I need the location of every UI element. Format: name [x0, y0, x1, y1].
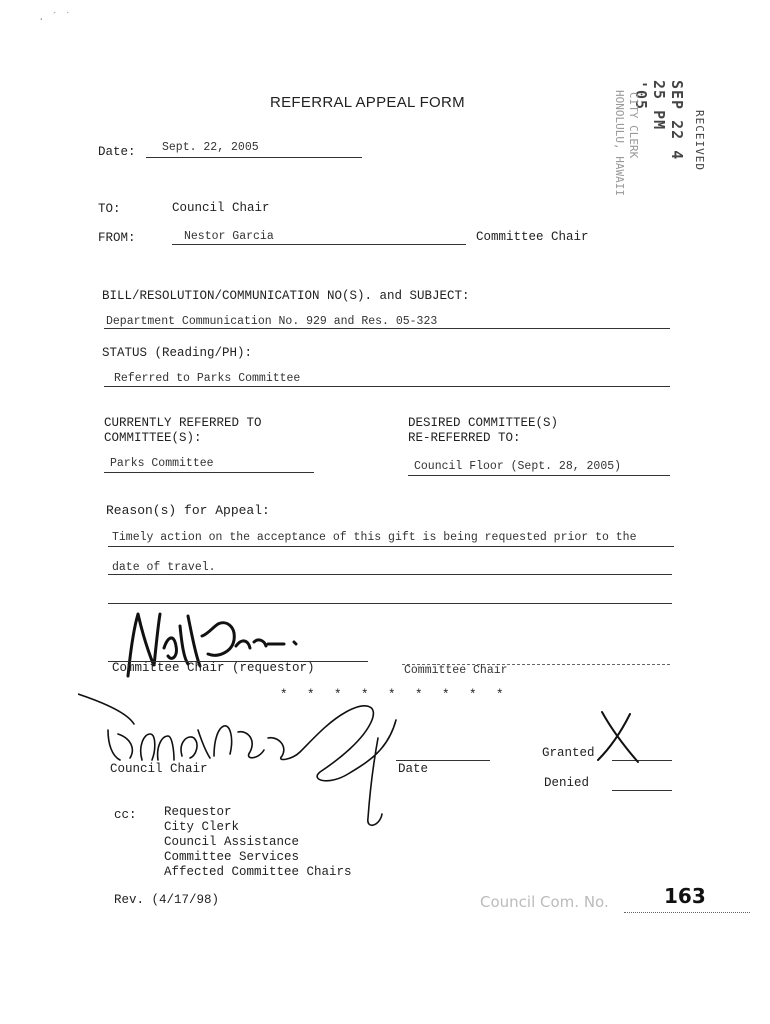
cc-item: Committee Services: [164, 850, 300, 864]
to-value: Council Chair: [172, 201, 270, 215]
currently-referred-line: [104, 472, 314, 473]
received-stamp-line4: HONOLULU, HAWAII: [613, 90, 626, 196]
status-label: STATUS (Reading/PH):: [102, 346, 253, 360]
revision-text: Rev. (4/17/98): [114, 893, 220, 907]
currently-referred-label-1: CURRENTLY REFERRED TO: [104, 416, 262, 430]
from-line: [172, 244, 466, 245]
to-label: TO:: [98, 202, 121, 216]
council-com-stamp: Council Com. No.: [480, 893, 609, 911]
date-label: Date:: [98, 145, 136, 159]
reasons-label: Reason(s) for Appeal:: [106, 503, 270, 518]
received-stamp-line2: SEP 22 4 25 PM '05: [632, 80, 686, 161]
cc-list: [164, 805, 352, 880]
desired-committee-line: [408, 475, 670, 476]
desired-committee-value: Council Floor (Sept. 28, 2005): [414, 460, 622, 473]
desired-committee-label-2: RE-REFERRED TO:: [408, 431, 521, 445]
reasons-line2: date of travel.: [112, 561, 216, 574]
status-value: Referred to Parks Committee: [114, 372, 301, 385]
date-signature-label: Date: [398, 762, 429, 776]
cc-item: Council Assistance: [164, 835, 300, 849]
from-value: Nestor Garcia: [184, 230, 274, 243]
scan-marks: . ´ ˙: [38, 12, 72, 24]
form-title: REFERRAL APPEAL FORM: [270, 94, 465, 111]
currently-referred-label-2: COMMITTEE(S):: [104, 431, 202, 445]
council-com-number: 163: [664, 884, 706, 908]
reasons-underline1: [108, 546, 674, 547]
currently-referred-value: Parks Committee: [110, 457, 214, 470]
council-chair-label: Council Chair: [110, 762, 208, 776]
cc-item: City Clerk: [164, 820, 240, 834]
requestor-label: Committee Chair (requestor): [112, 661, 315, 675]
from-suffix: Committee Chair: [476, 230, 589, 244]
reasons-underline3: [108, 603, 672, 604]
subject-label: BILL/RESOLUTION/COMMUNICATION NO(S). and SUBJECT:: [102, 289, 470, 303]
date-signature-line: [396, 760, 490, 761]
received-stamp-line1: RECEIVED: [693, 110, 706, 171]
cc-label: cc:: [114, 808, 137, 822]
granted-check-mark: [592, 708, 648, 764]
date-value: Sept. 22, 2005: [162, 141, 259, 154]
cc-item: Requestor: [164, 805, 232, 819]
subject-value: Department Communication No. 929 and Res. 05-323: [106, 315, 438, 328]
status-line: [104, 386, 670, 387]
desired-committee-label-1: DESIRED COMMITTEE(S): [408, 416, 559, 430]
granted-label: Granted: [542, 746, 595, 760]
subject-line: [104, 328, 670, 329]
date-line: [146, 157, 362, 158]
reasons-underline2: [108, 574, 672, 575]
reasons-line1: Timely action on the acceptance of this gift is being requested prior to the: [112, 531, 637, 544]
cc-item: Affected Committee Chairs: [164, 865, 352, 879]
committee-chair-label: Committee Chair: [404, 664, 508, 677]
council-com-stamp-line: [624, 912, 750, 913]
from-label: FROM:: [98, 231, 136, 245]
denied-label: Denied: [544, 776, 590, 790]
stars-separator: * * * * * * * * *: [280, 688, 510, 702]
denied-line: [612, 790, 672, 791]
received-stamp-line3: CITY CLERK: [627, 92, 640, 159]
